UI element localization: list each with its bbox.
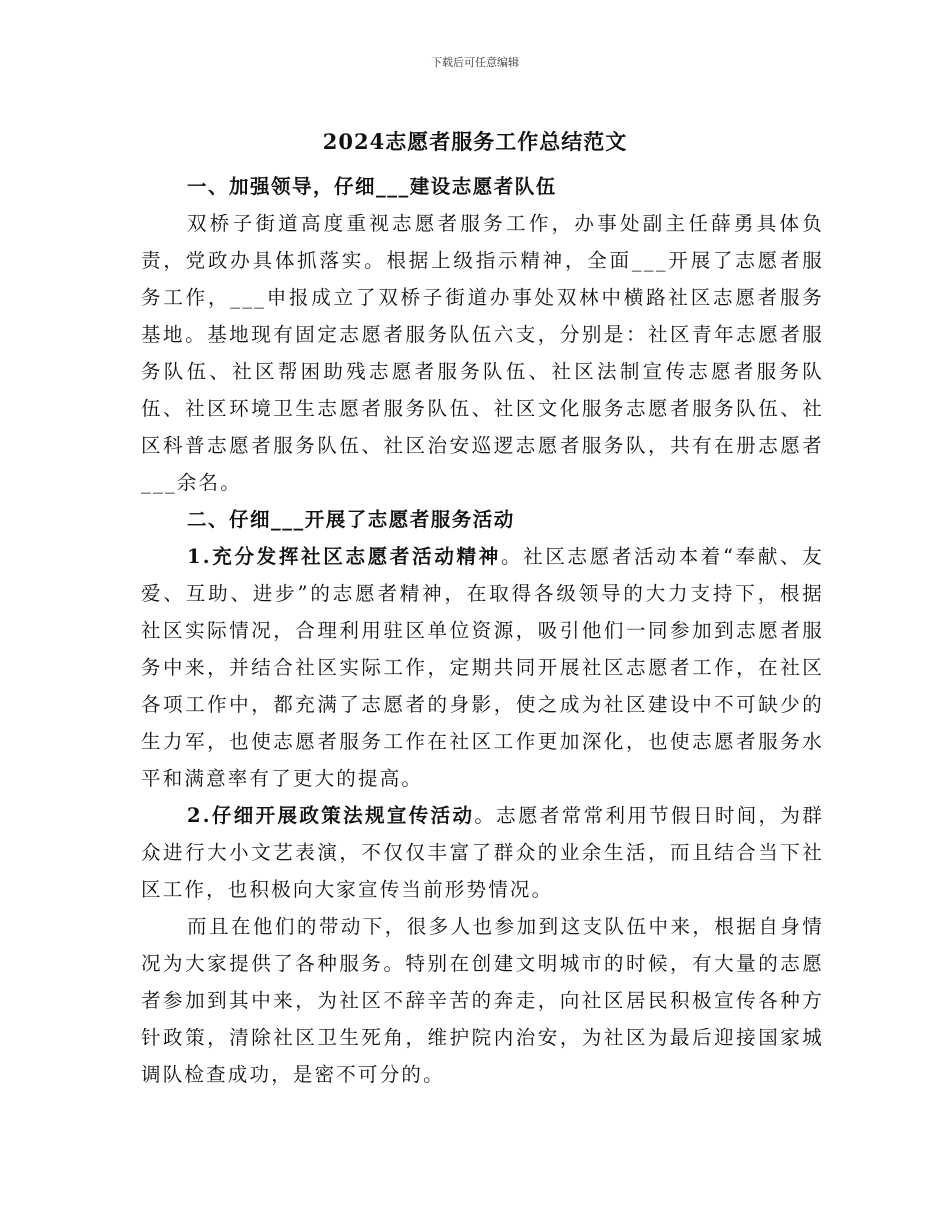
section-1-heading: 一、加强领导，仔细___建设志愿者队伍 (187, 175, 557, 198)
document-body (141, 168, 824, 1093)
item-2-text: 。志愿者常常利用节假日时间，为群众进行大小文艺表演，不仅仅丰富了群众的业余生活，而且结合当下社区工作，也积极向大家宣传当前形势情况。 (141, 804, 824, 901)
page-header: 下载后可任意编辑 (431, 56, 519, 69)
section-2-item-1 (141, 538, 824, 797)
section-2-heading: 二、仔细___开展了志愿者服务活动 (187, 508, 515, 531)
document-title: 2024志愿者服务工作总结范文 (322, 129, 628, 154)
section-2-item-2 (141, 797, 824, 908)
item-2-lead: 2.仔细开展政策法规宣传活动 (187, 804, 475, 827)
item-1-text: 。社区志愿者活动本着“奉献、友爱、互助、进步”的志愿者精神，在取得各级领导的大力支持下，根据社区实际情况，合理利用驻区单位资源，吸引他们一同参加到志愿者服务中来，并结合社区实际工作，定期共同开展社区志愿者工作，在社区各项工作中，都充满了志愿者的身影，使之成为社区建设中不可缺少的生力军，也使志愿者服务工作在社区工作更加深化，也使志愿者服务水平和满意率有了更大的提高。 (141, 545, 824, 790)
item-1-lead: 1.充分发挥社区志愿者活动精神 (187, 545, 501, 568)
section-1-paragraph: 双桥子街道高度重视志愿者服务工作，办事处副主任薛勇具体负责，党政办具体抓落实。根据上级指示精神，全面___开展了志愿者服务工作，___申报成立了双桥子街道办事处双林中横路社区志愿者服务基地。基地现有固定志愿者服务队伍六支，分别是：社区青年志愿者服务队伍、社区帮困助残志愿者服务队伍、社区法制宣传志愿者服务队伍、社区环境卫生志愿者服务队伍、社区文化服务志愿者服务队伍、社区科普志愿者服务队伍、社区治安巡逻志愿者服务队，共有在册志愿者___余名。 (141, 212, 824, 494)
section-2-paragraph-3: 而且在他们的带动下，很多人也参加到这支队伍中来，根据自身情况为大家提供了各种服务。特别在创建文明城市的时候，有大量的志愿者参加到其中来，为社区不辞辛苦的奔走，向社区居民积极宣传各种方针政策，清除社区卫生死角，维护院内治安，为社区为最后迎接国家城调队检查成功，是密不可分的。 (141, 915, 824, 1086)
